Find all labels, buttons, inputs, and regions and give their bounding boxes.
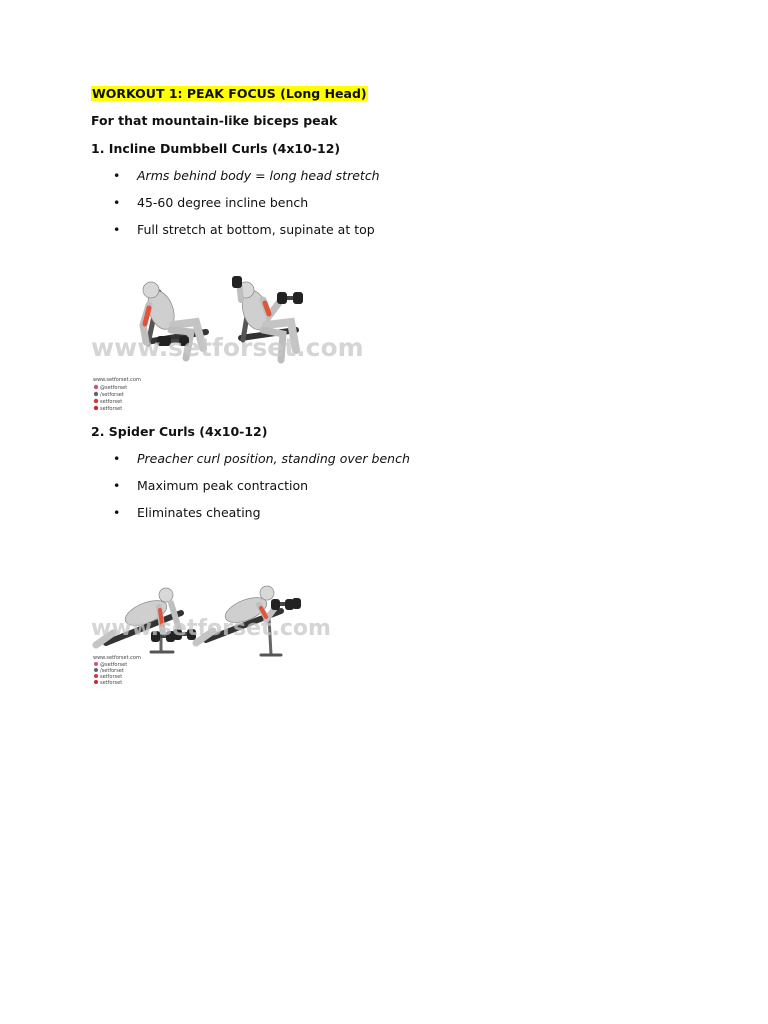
exercise-1-heading: 1. Incline Dumbbell Curls (4x10-12) xyxy=(91,141,341,156)
credit-line: /setforset xyxy=(100,668,124,674)
bullet-text: Eliminates cheating xyxy=(137,505,261,520)
watermark: www.setforset.com xyxy=(91,616,331,641)
bullet-text: Arms behind body = long head stretch xyxy=(137,168,380,183)
credit-line: www.setforset.com xyxy=(93,655,141,661)
bullet-dot: • xyxy=(113,222,121,237)
bullet-dot: • xyxy=(113,451,121,466)
social-icon xyxy=(94,680,98,684)
bullet-dot: • xyxy=(113,505,121,520)
bullet-dot: • xyxy=(113,478,121,493)
image-credits xyxy=(93,655,141,686)
bullet-dot: • xyxy=(113,168,121,183)
social-icon xyxy=(94,406,98,410)
bullet-text: Full stretch at bottom, supinate at top xyxy=(137,222,375,237)
workout-subtitle: For that mountain-like biceps peak xyxy=(91,113,338,128)
social-icon xyxy=(94,668,98,672)
credit-line: /setforset xyxy=(100,392,124,398)
incline-curl-illustration xyxy=(91,270,364,415)
credit-line: setforset xyxy=(100,680,123,686)
social-icon xyxy=(94,385,98,389)
credit-line: setforset xyxy=(100,674,123,680)
image-credits xyxy=(93,377,141,412)
spider-curl-illustration xyxy=(91,555,331,687)
workout-title: WORKOUT 1: PEAK FOCUS (Long Head) xyxy=(92,86,367,101)
bullet-text: Maximum peak contraction xyxy=(137,478,309,493)
watermark: www.setforset.com xyxy=(91,333,364,362)
social-icon xyxy=(94,392,98,396)
incline-curl-drawing xyxy=(91,270,364,415)
credit-line: www.setforset.com xyxy=(93,377,141,383)
bullet-text: 45-60 degree incline bench xyxy=(137,195,309,210)
credit-line: @setforset xyxy=(100,662,128,668)
social-icon xyxy=(94,399,98,403)
bullet-dot: • xyxy=(113,195,121,210)
workout-title-line xyxy=(91,85,368,102)
bullet-text: Preacher curl position, standing over bench xyxy=(137,451,410,466)
social-icon xyxy=(94,662,98,666)
social-icon xyxy=(94,674,98,678)
exercise-2-heading: 2. Spider Curls (4x10-12) xyxy=(91,424,268,439)
credit-line: setforset xyxy=(100,406,123,412)
credit-line: @setforset xyxy=(100,385,128,391)
credit-line: setforset xyxy=(100,399,123,405)
spider-curl-drawing xyxy=(91,555,331,687)
